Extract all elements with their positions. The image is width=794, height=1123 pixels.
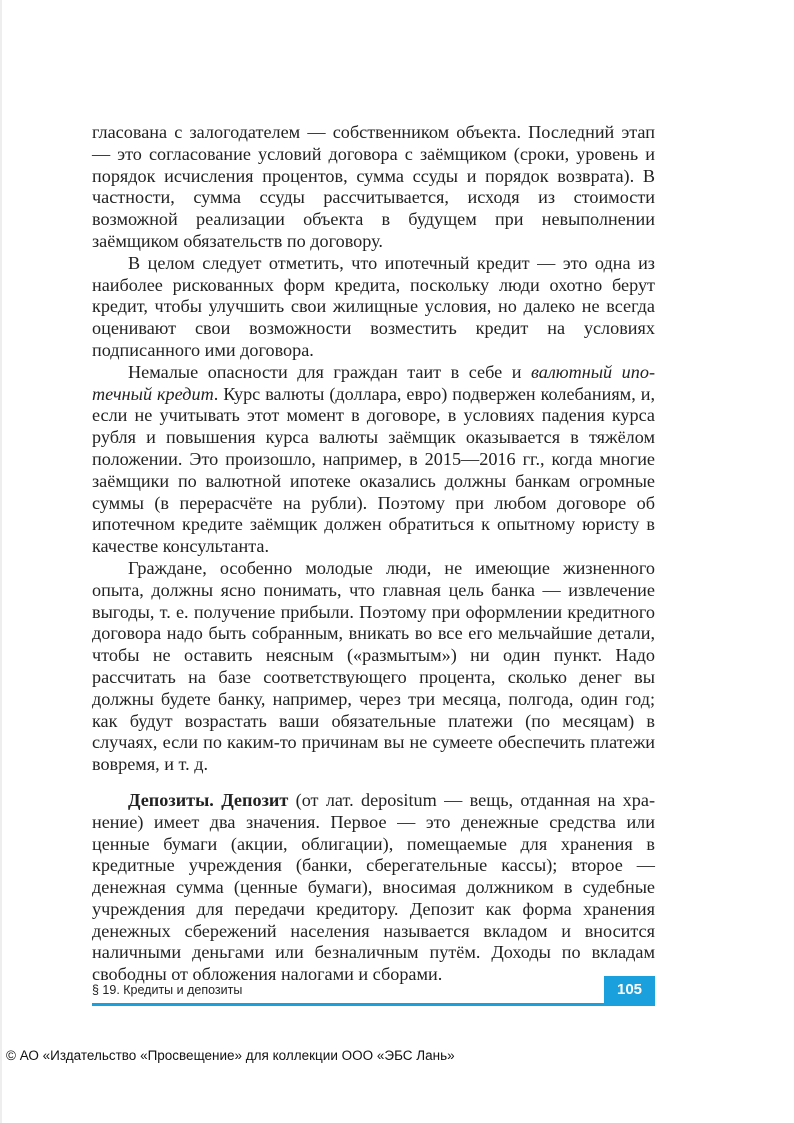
deposits-heading-term: Депозиты. Депозит <box>128 789 289 810</box>
page-body <box>92 122 655 986</box>
page-number: 105 <box>604 976 655 1003</box>
copyright-notice: © АО «Издательство «Просвещение» для коллекции ООО «ЭБС Лань» <box>6 1048 455 1063</box>
paragraph-4: Граждане, особенно молодые люди, не имеющие жизненного опыта, должны ясно понимать, что главная цель банка — извлечение выгоды, т. е. получение прибыли. Поэтому при оформлении кредитного договора надо быть собранным, вникать во все его мельчайшие детали, чтобы не оставить неясным («размытым») ни один пункт. Надо рассчитать на базе соответствующего процента, сколько денег вы должны будете банку, например, через три месяца, полгода, один год; как будут возрастать ваши обязательные платежи (по месяцам) в случаях, если по каким-то причинам вы не сумеете обеспечить платежи вовремя, и т. д. <box>92 557 655 775</box>
page-edge <box>0 0 2 1123</box>
footer-rule <box>92 1003 655 1006</box>
paragraph-3 <box>92 362 655 558</box>
paragraph-deposits <box>92 790 655 986</box>
paragraph-1: гласована с залогодателем — собственником объекта. Последний этап — это согласование условий договора с заёмщиком (сроки, уровень и порядок исчисления процентов, сумма ссуды и порядок возврата). В частности, сумма ссуды рассчитывается, исходя из стоимости возможной реализации объекта в будущем при невыполнении заёмщиком обязательств по договору. <box>92 122 655 251</box>
paragraph-3-intro: Немалые опасности для граждан таит в себе и <box>128 361 531 382</box>
paragraph-3-text: . Курс валюты (доллара, евро) подвержен колебаниям, и, если не учитывать этот момент в договоре, в условиях падения курса рубля и повышения курса валюты заёмщик оказывается в тяжёлом положении. Это произошло, например, в 2015—2016 гг., когда многие заёмщики по валютной ипотеке оказались должны банкам огромные суммы (в перерасчёте на рубли). Поэтому при любом договоре об ипотечном кредите заёмщик должен обратиться к опытному юристу в качестве консультанта. <box>92 383 655 557</box>
currency-mortgage-term: валютный ипотечный кредит <box>92 361 656 404</box>
paragraph-2: В целом следует отметить, что ипотечный кредит — это одна из наиболее рискованных форм кредита, поскольку люди охотно берут кредит, чтобы улучшить свои жилищные условия, но далеко не всегда оценивают свои возможности возместить кредит на условиях подписанного ими договора. <box>92 252 655 360</box>
deposits-text: (от лат. depositum — вещь, отданная на хранение) имеет два значения. Первое — это денежные средства или ценные бумаги (акции, облигации), помещаемые для хранения в кредитные учреждения (банки, сберегательные кассы); второе — денежная сумма (ценные бумаги), вносимая должником в судебные учреждения для передачи кредитору. Депозит как форма хранения денежных сбережений населения называется вкладом и вносится наличными деньгами или безналичным путём. Доходы по вкладам свободны от обложения налогами и сборами. <box>92 789 655 985</box>
running-footer-title: § 19. Кредиты и депозиты <box>92 983 243 997</box>
page-footer <box>92 976 655 1006</box>
